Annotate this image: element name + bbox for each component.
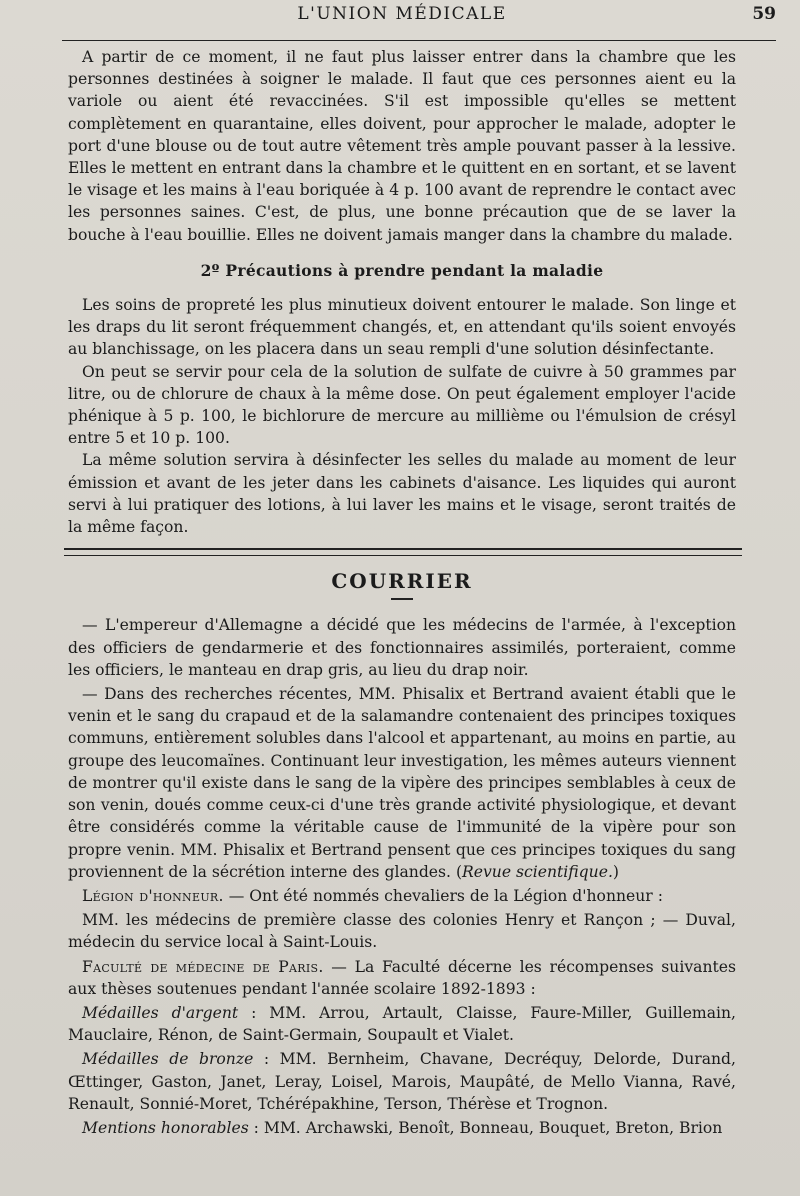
venin-text: — Dans des recherches récentes, MM. Phisalix et Bertrand avaient établi que le venin et le sang du crapaud et de la salamandre contenaient des principes toxiques communs, entièrement solubles dans l'alcool et appartenant, au moins en partie, au groupe des leucomaïnes. Continuant leur investigation, les mêmes auteurs viennent de montrer qu'il existe dans le sang de la vipère des principes semblables à ceux de son venin, doués comme ceux-ci d'une très grande activité physiologique, et devant être considérés comme la véritable cause de l'immunité de la vipère pour son propre venin. MM. Phisalix et Bertrand pensent que ces principes toxiques du sang proviennent de la sécrétion interne des glandes. ( xyxy=(68,685,736,881)
argent-text: : MM. Arrou, Artault, Claisse, Faure-Miller, Guillemain, Mauclaire, Rénon, de Saint-Germain, Soupault et Vialet. xyxy=(68,1003,736,1045)
subsection-paragraph: Les soins de propreté les plus minutieux doivent entourer le malade. Son linge et les draps du lit seront fréquemment changés, et, en attendant qu'ils soient envoyés au blanchissage, on les placera dans un seau rempli d'une solution désinfectante. xyxy=(68,296,736,359)
bronze-label: Médailles de bronze xyxy=(82,1050,254,1069)
courrier-section xyxy=(68,614,736,1139)
mentions-text: : MM. Archawski, Benoît, Bonneau, Bouquet, Breton, Brion xyxy=(248,1118,723,1137)
subsection-heading: 2º Précautions à prendre pendant la maladie xyxy=(200,260,604,280)
legion-names: MM. les médecins de première classe des colonies Henry et Rançon ; — Duval, médecin du service local à Saint-Louis. xyxy=(68,911,736,952)
page-header xyxy=(68,0,776,34)
medailles-argent xyxy=(68,1002,736,1046)
faculte-text: — La Faculté décerne les récompenses suivantes aux thèses soutenues pendant l'année scolaire 1892-1893 : xyxy=(68,957,736,998)
venin-source: Revue scientifique. xyxy=(462,862,613,881)
news-item-venin xyxy=(68,683,736,883)
title-dash xyxy=(391,598,413,600)
venin-close: ) xyxy=(612,862,619,881)
section-title: COURRIER xyxy=(331,569,473,594)
argent-label: Médailles d'argent xyxy=(82,1003,239,1022)
section-divider xyxy=(64,548,742,556)
legion-text: — Ont été nommés chevaliers de la Légion d'honneur : xyxy=(223,886,663,905)
running-title: L'UNION MÉDICALE xyxy=(297,4,507,24)
mentions-label: Mentions honorables xyxy=(82,1118,249,1137)
medailles-bronze xyxy=(68,1048,736,1115)
page-number: 59 xyxy=(752,4,776,24)
faculte-announcement xyxy=(68,956,736,1000)
legion-announcement xyxy=(68,885,736,907)
article-body xyxy=(68,34,736,1139)
subsection-paragraph: La même solution servira à désinfecter les selles du malade au moment de leur émission et avant de les jeter dans les cabinets d'aisance. Les liquides qui auront servi à lui pratiquer des lotions, à lui laver les mains et le visage, seront traités de la même façon. xyxy=(68,451,736,537)
news-item-uniform: — L'empereur d'Allemagne a décidé que les médecins de l'armée, à l'exception des officiers de gendarmerie et des fonctionnaires assimilés, porteraient, comme les officiers, le manteau en drap gris, au lieu du drap noir. xyxy=(68,616,736,679)
intro-paragraph: A partir de ce moment, il ne faut plus laisser entrer dans la chambre que les personnes destinées à soigner le malade. Il faut que ces personnes aient eu la variole ou aient été revaccinées. S'il est impossible qu'elles se mettent complètement en quarantaine, elles doivent, pour approcher le malade, adopter le port d'une blouse ou de tout autre vêtement très ample pouvant passer à la lessive. Elles le mettent en entrant dans la chambre et le quittent en en sortant, et se lavent le visage et les mains à l'eau boriquée à 4 p. 100 avant de reprendre le contact avec les personnes saines. C'est, de plus, une bonne précaution que de se laver la bouche à l'eau bouillie. Elles ne doivent jamais manger dans la chambre du malade. xyxy=(68,48,736,244)
subsection-paragraph: On peut se servir pour cela de la solution de sulfate de cuivre à 50 grammes par litre, ou de chlorure de chaux à la même dose. On peut également employer l'acide phénique à 5 p. 100, le bichlorure de mercure au millième ou l'émulsion de crésyl entre 5 et 10 p. 100. xyxy=(68,362,736,448)
mentions-honorables xyxy=(68,1117,736,1139)
bronze-text: : MM. Bernheim, Chavane, Decréquy, Delorde, Durand, Œttinger, Gaston, Janet, Leray, Loisel, Marois, Maupâté, de Mello Vianna, Ravé, Renault, Sonnié-Moret, Tchérépakhine, Terson, Thérèse et Trognon. xyxy=(68,1050,736,1113)
faculte-label: Faculté de médecine de Paris. xyxy=(82,957,324,976)
legion-label: Légion d'honneur. xyxy=(82,886,224,905)
header-rule xyxy=(62,40,776,41)
